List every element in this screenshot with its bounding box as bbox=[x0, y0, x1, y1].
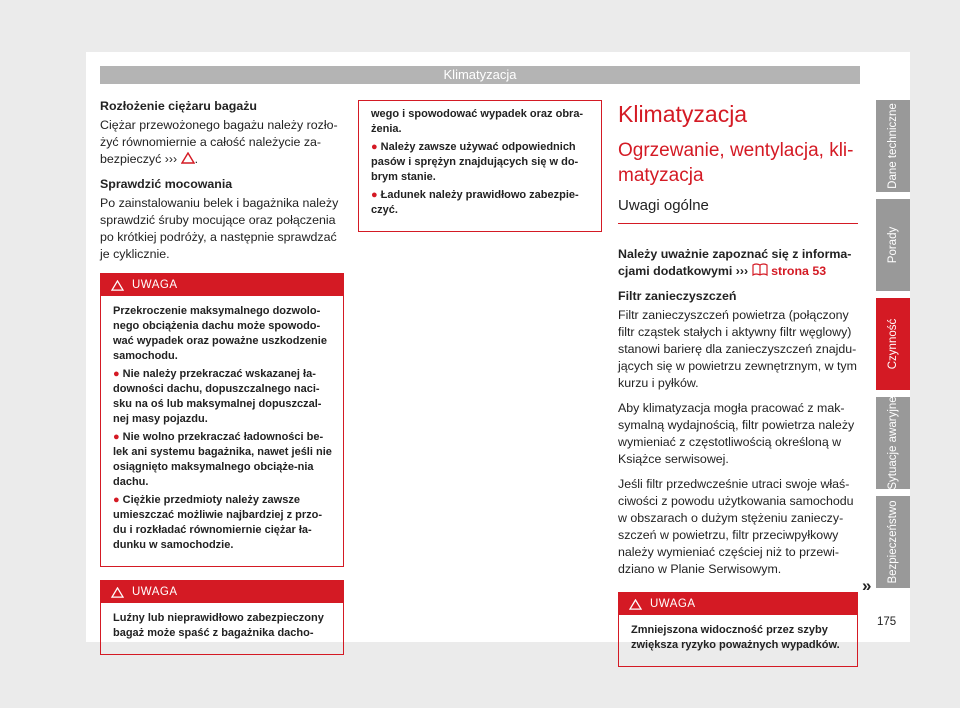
column-right bbox=[618, 100, 858, 667]
tab-bezpieczenstwo[interactable]: Bezpieczeństwo bbox=[876, 496, 910, 588]
tab-sytuacje-awaryjne[interactable]: Sytuacje awaryjne bbox=[876, 397, 910, 489]
warning-body bbox=[359, 101, 601, 231]
paragraph: Jeśli filtr przedwcześnie utraci swoje właś-ciwości z powodu użytkowania samochodu w obszarach o dużym stężeniu zanieczy-szczeń w powietrzu, filtr przeciwpyłkowy należy wymieniać częściej niż to przewi-dziano w Planie Serwisowym. bbox=[618, 477, 854, 576]
warning-box bbox=[100, 580, 344, 655]
paragraph: Ciężar przewożonego bagażu należy rozło-żyć równomiernie a całość należycie za-bezpieczyć ››› . bbox=[100, 118, 338, 166]
bullet-icon: ● bbox=[371, 189, 378, 201]
bullet-icon: ● bbox=[113, 431, 120, 443]
page-number: 175 bbox=[877, 616, 897, 628]
warning-text: Zmniejszona widoczność przez szyby zwiększa ryzyko poważnych wypadków. bbox=[631, 624, 840, 651]
warning-title: UWAGA bbox=[132, 586, 178, 598]
paragraph: Po zainstalowaniu belek i bagażnika należy sprawdzić śruby mocujące oraz połączenia po krótkiej podróży, a następnie sprawdzać je cyklicznie. bbox=[100, 196, 339, 261]
column-left bbox=[100, 98, 344, 655]
bullet-icon: ● bbox=[113, 368, 120, 380]
warning-text: Luźny lub nieprawidłowo zabezpieczony bagaż może spaść z bagażnika dacho- bbox=[113, 612, 324, 639]
section-subtitle: Ogrzewanie, wentylacja, kli-matyzacja bbox=[618, 140, 854, 186]
arrows-glyph: ››› bbox=[735, 264, 749, 278]
tab-dane-techniczne[interactable]: Dane techniczne bbox=[876, 100, 910, 192]
warning-title: UWAGA bbox=[650, 598, 696, 610]
paragraph: Filtr zanieczyszczeń powietrza (połączony filtr cząstek stałych i aktywny filtr węglowy) stanowi barierę dla zanieczyszczeń znajdu-jących się w powietrzu zewnętrznym, w tym kurzu i pyłków. bbox=[618, 308, 857, 390]
warning-triangle-icon bbox=[629, 599, 642, 610]
warning-body bbox=[101, 296, 343, 566]
warning-body bbox=[101, 603, 343, 654]
tab-czynnosc[interactable]: Czynność bbox=[876, 298, 910, 390]
section-title: Klimatyzacja bbox=[618, 101, 748, 127]
warning-text: Przekroczenie maksymalnego dozwolo-nego obciążenia dachu może spowodo-wać wypadek oraz poważne uszkodzenie samochodu. bbox=[113, 305, 327, 362]
warning-bullet: ● Ładunek należy prawidłowo zabezpie-czyć. bbox=[371, 189, 579, 216]
warning-bullet: ● Nie wolno przekraczać ładowności be-lek ani systemu bagażnika, nawet jeśli nie osiągnięto maksymalnego obciąże-nia dachu. bbox=[113, 431, 332, 488]
subheading: Rozłożenie ciężaru bagażu bbox=[100, 99, 257, 113]
page-reference-link[interactable]: strona 53 bbox=[771, 264, 827, 278]
warning-text: wego i spowodować wypadek oraz obra-żenia. bbox=[371, 108, 584, 135]
warning-bullet: ● Należy zawsze używać odpowiednich pasów i sprężyn znajdujących się w do-brym stanie. bbox=[371, 141, 579, 183]
column-middle bbox=[358, 100, 602, 232]
warning-triangle-icon bbox=[181, 152, 195, 164]
warning-title: UWAGA bbox=[132, 279, 178, 291]
warning-body bbox=[619, 615, 857, 666]
subheading: Filtr zanieczyszczeń bbox=[618, 289, 737, 303]
bullet-icon: ● bbox=[371, 141, 378, 153]
warning-triangle-icon bbox=[111, 280, 124, 291]
intro-paragraph: Należy uważnie zapoznać się z informa-cjami dodatkowymi ››› strona 53 bbox=[618, 247, 852, 278]
page-header: Klimatyzacja bbox=[100, 66, 860, 84]
warning-box bbox=[100, 273, 344, 567]
warning-box-continued bbox=[358, 100, 602, 232]
subheading: Sprawdzić mocowania bbox=[100, 177, 233, 191]
topic-heading: Uwagi ogólne bbox=[618, 196, 858, 224]
bullet-icon: ● bbox=[113, 494, 120, 506]
tab-porady[interactable]: Porady bbox=[876, 199, 910, 291]
continue-arrow-icon: » bbox=[862, 576, 872, 595]
warning-bullet: ● Nie należy przekraczać wskazanej ła-downości dachu, dopuszczalnego naci-sku na oś lub maksymalnej dopuszczal-nej masy pojazdu. bbox=[113, 368, 322, 425]
warning-header bbox=[101, 581, 343, 603]
warning-bullet: ● Ciężkie przedmioty należy zawsze umieszczać możliwie najbardziej z przo-du i rozkładać równomiernie ciężar ła-dunku w samochodzie. bbox=[113, 494, 323, 551]
warning-header bbox=[101, 274, 343, 296]
warning-header bbox=[619, 593, 857, 615]
warning-triangle-icon bbox=[111, 587, 124, 598]
warning-box bbox=[618, 592, 858, 667]
paragraph: Aby klimatyzacja mogła pracować z mak-symalną wydajnością, filtr powietrza należy wymieniać z częstotliwością określoną w Książce serwisowej. bbox=[618, 401, 855, 466]
book-icon bbox=[752, 263, 768, 276]
arrows-glyph: ››› bbox=[164, 152, 178, 166]
